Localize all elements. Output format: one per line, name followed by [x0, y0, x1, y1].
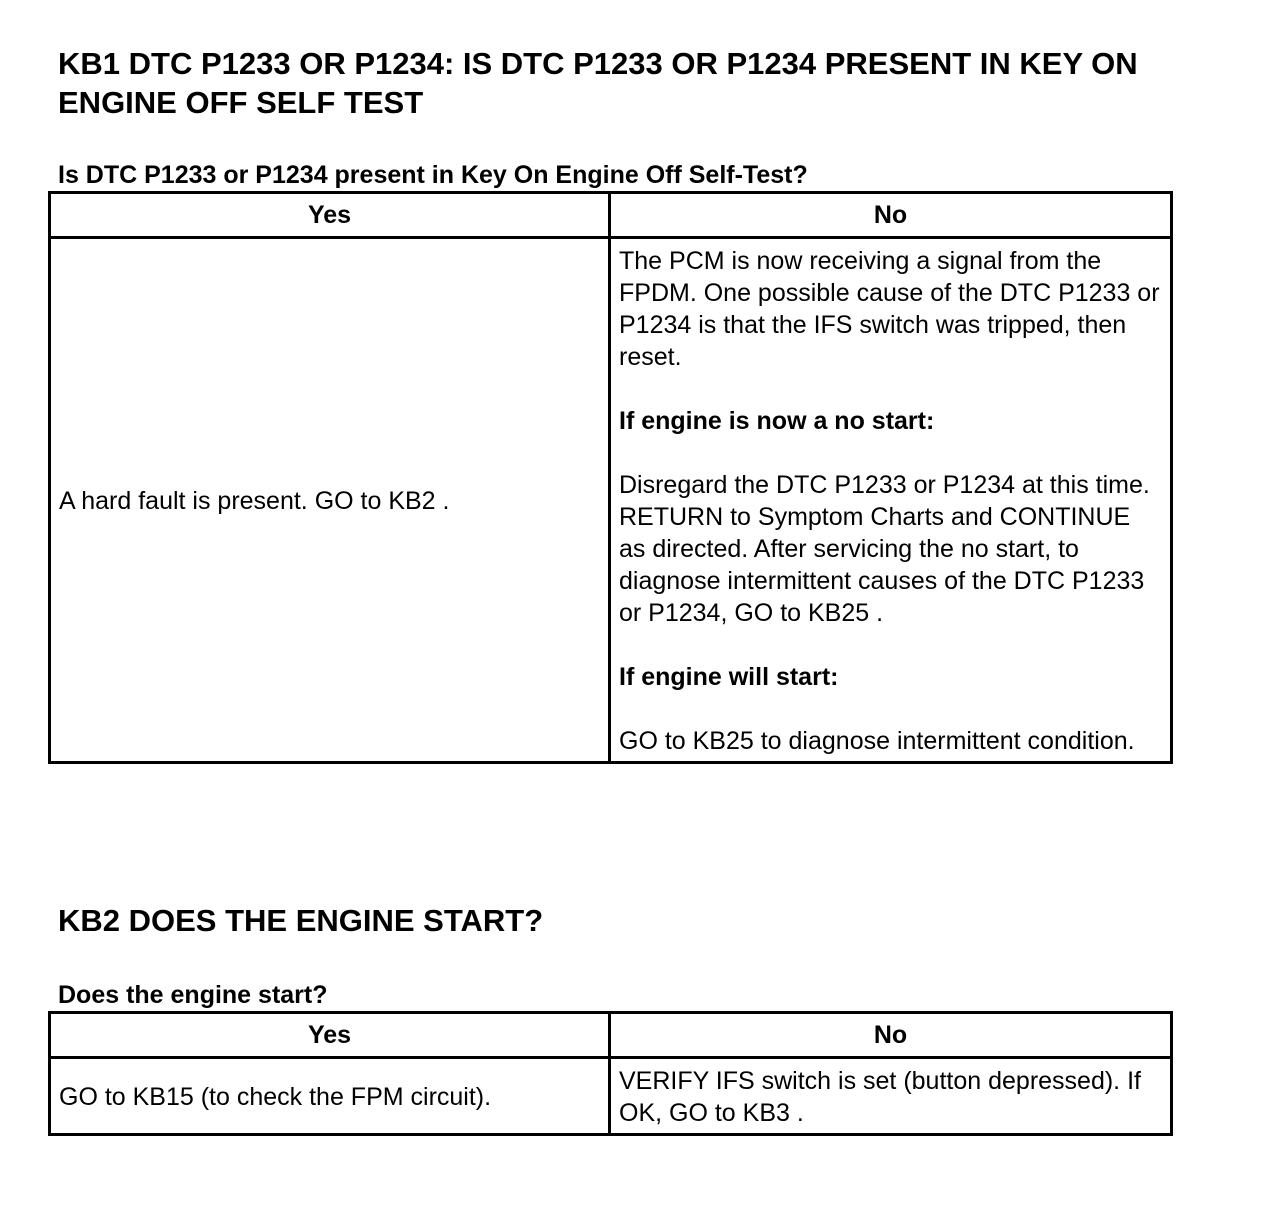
kb2-no-text: VERIFY IFS switch is set (button depressed). If OK, GO to KB3 . — [619, 1067, 1141, 1127]
kb1-yes-header: Yes — [50, 193, 610, 238]
kb2-question: Does the engine start? — [58, 981, 328, 1009]
kb2-yes-cell — [50, 1058, 610, 1135]
kb1-no-subheading-no-start: If engine is now a no start: — [619, 407, 935, 435]
kb1-no-paragraph-3: GO to KB25 to diagnose intermittent condition. — [619, 727, 1135, 755]
kb1-no-subheading-will-start: If engine will start: — [619, 663, 839, 691]
kb2-yes-header: Yes — [50, 1013, 610, 1058]
kb1-header-row — [50, 193, 1172, 238]
kb1-question: Is DTC P1233 or P1234 present in Key On Engine Off Self-Test? — [58, 161, 808, 189]
kb1-no-header: No — [610, 193, 1172, 238]
kb1-heading: KB1 DTC P1233 OR P1234: IS DTC P1233 OR P1234 PRESENT IN KEY ON ENGINE OFF SELF TEST — [58, 46, 1138, 120]
kb1-no-cell — [610, 238, 1172, 763]
kb1-answer-row — [50, 238, 1172, 763]
kb2-heading: KB2 DOES THE ENGINE START? — [58, 903, 544, 938]
kb1-yes-cell — [50, 238, 610, 763]
kb2-decision-table — [48, 1011, 1173, 1136]
kb1-no-paragraph-1: The PCM is now receiving a signal from the FPDM. One possible cause of the DTC P1233 or P1234 is that the IFS switch was tripped, then reset. — [619, 247, 1160, 371]
kb2-yes-text: GO to KB15 (to check the FPM circuit). — [59, 1083, 492, 1111]
kb2-header-row — [50, 1013, 1172, 1058]
kb1-no-paragraph-2: Disregard the DTC P1233 or P1234 at this time. RETURN to Symptom Charts and CONTINUE as directed. After servicing the no start, to diagnose intermittent causes of the DTC P1233 or P1234, GO to KB25 . — [619, 471, 1150, 627]
kb2-no-cell — [610, 1058, 1172, 1135]
kb1-decision-table — [48, 191, 1173, 764]
kb1-yes-text: A hard fault is present. GO to KB2 . — [59, 487, 450, 515]
kb2-answer-row — [50, 1058, 1172, 1135]
kb2-no-header: No — [610, 1013, 1172, 1058]
